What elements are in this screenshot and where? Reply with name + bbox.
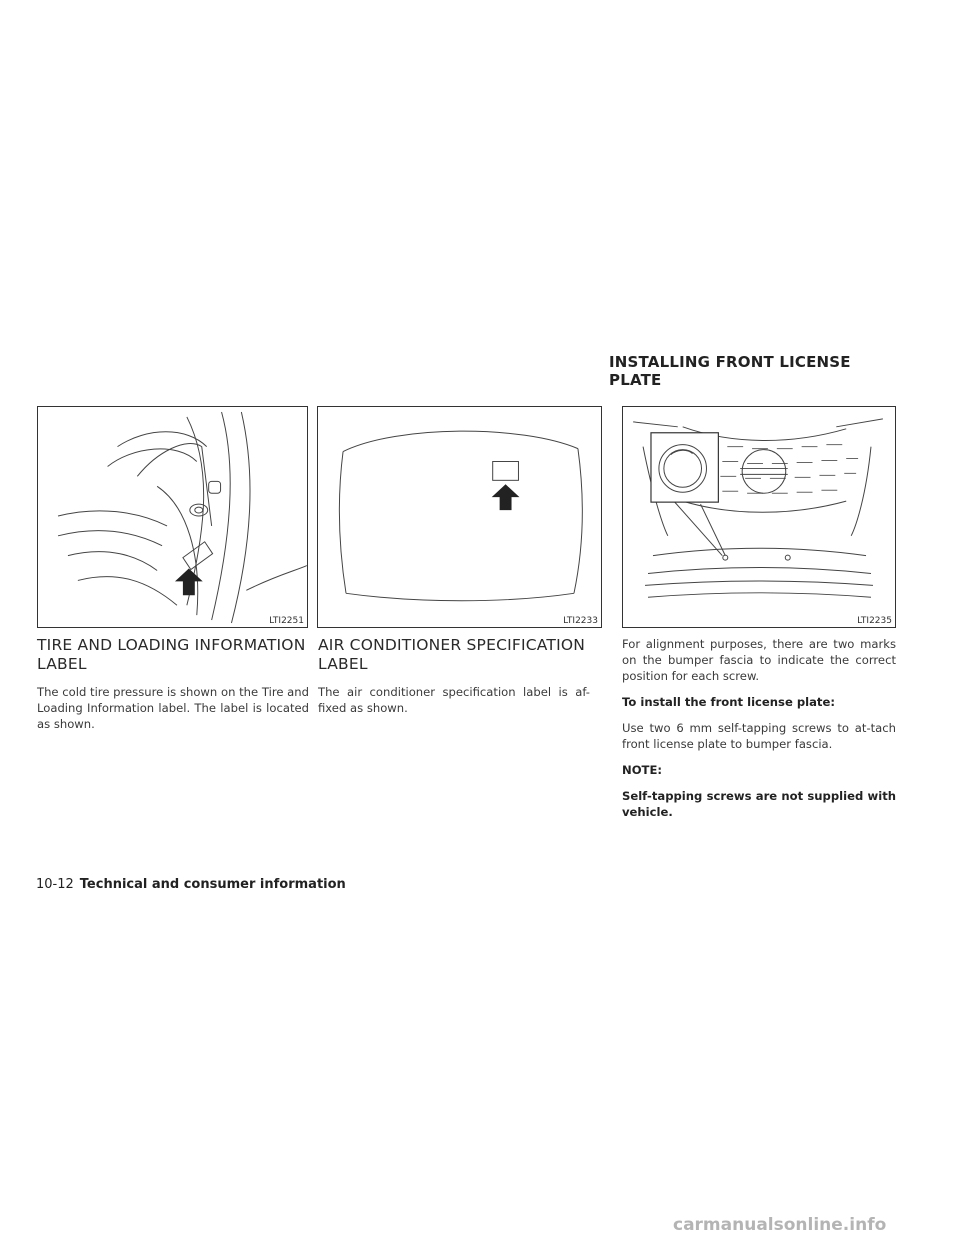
note-label: NOTE: (622, 763, 663, 777)
figure-ac-label (317, 406, 602, 628)
arrow-up-icon (175, 569, 203, 596)
install-instructions: Use two 6 mm self-tapping screws to at-tach front license plate to bumper fascia. (622, 721, 896, 751)
watermark: carmanualsonline.info (673, 1215, 887, 1235)
note-text: Self-tapping screws are not supplied with vehicle. (622, 789, 896, 819)
alignment-paragraph: For alignment purposes, there are two marks on the bumper fascia to indicate the correct position for each screw. (622, 637, 896, 683)
ac-label-body: The air conditioner specification label is af-fixed as shown. (318, 685, 590, 715)
ac-label-heading: AIR CONDITIONER SPECIFICATION LABEL (318, 636, 586, 673)
tire-label-heading: TIRE AND LOADING INFORMATION LABEL (37, 636, 306, 673)
page-footer (36, 877, 346, 892)
arrow-up-icon (492, 484, 520, 510)
figure-tire-label (37, 406, 308, 628)
column-tire-info (37, 636, 309, 742)
figure-code: LTI2235 (857, 616, 892, 626)
tire-label-body: The cold tire pressure is shown on the Tire and Loading Information label. The label is located as shown. (37, 685, 309, 731)
section-heading: INSTALLING FRONT LICENSE PLATE (609, 353, 851, 389)
column-ac-spec (318, 636, 590, 726)
hood-illustration (318, 407, 601, 627)
tire-label-illustration (38, 407, 307, 627)
page-number: 10-12 (36, 877, 74, 892)
front-bumper-illustration (623, 407, 895, 627)
column-license-plate (622, 636, 896, 830)
figure-code: LTI2251 (269, 616, 304, 626)
install-subheading: To install the front license plate: (622, 695, 835, 709)
figure-code: LTI2233 (563, 616, 598, 626)
figure-front-bumper (622, 406, 896, 628)
chapter-title: Technical and consumer information (79, 877, 346, 892)
